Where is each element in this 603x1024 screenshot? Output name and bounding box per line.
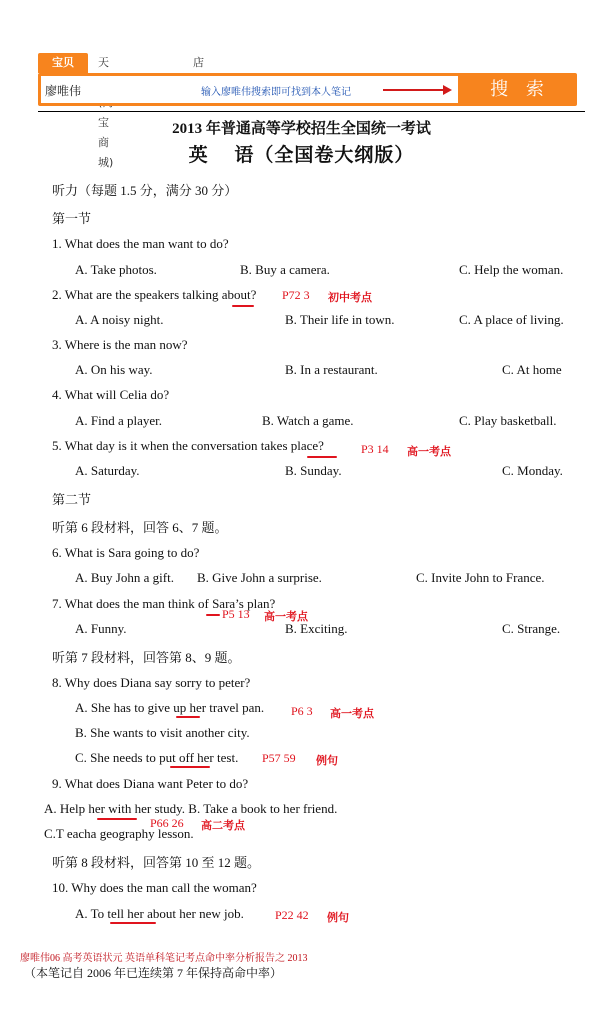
- option: C. Invite John to France.: [416, 570, 545, 585]
- annotation-tag: 高一考点: [330, 707, 374, 720]
- option: A. Find a player.: [75, 413, 163, 428]
- part-heading: 第二节: [52, 492, 92, 507]
- option: B. Buy a camera.: [240, 262, 330, 277]
- question-9: 9. What does Diana want Peter to do?: [52, 776, 249, 791]
- underline-mark: [232, 305, 254, 307]
- underline-mark: [110, 922, 156, 924]
- underline-mark: [307, 456, 337, 458]
- search-query: 廖唯伟: [45, 84, 82, 98]
- option: B. She wants to visit another city.: [75, 725, 250, 740]
- tab-baobei[interactable]: 宝贝: [38, 53, 88, 73]
- tab-shop[interactable]: 店: [193, 56, 204, 69]
- annotation-ref: P72 3: [282, 288, 310, 302]
- option: B. Watch a game.: [262, 413, 354, 428]
- question-8: 8. Why does Diana say sorry to peter?: [52, 675, 251, 690]
- option: A. Take photos.: [75, 262, 157, 277]
- tab-tmall[interactable]: 天 宝商城): [98, 56, 114, 169]
- question-7: 7. What does the man think of Sara’s plan?: [52, 596, 276, 611]
- exam-title: 2013 年普通高等学校招生全国统一考试: [172, 121, 431, 137]
- option: C. Play basketball.: [459, 413, 557, 428]
- annotation-tag: 高一考点: [264, 610, 308, 623]
- material-instruction: 听第 6 段材料，回答 6、7 题。: [52, 520, 228, 535]
- exam-subtitle: 英 语（全国卷大纲版）: [188, 145, 415, 166]
- option: C. Strange.: [502, 621, 561, 636]
- question-5: 5. What day is it when the conversation takes place?: [52, 438, 324, 453]
- question-3: 3. Where is the man now?: [52, 337, 188, 352]
- option: B. Their life in town.: [285, 312, 395, 327]
- option: B. Exciting.: [285, 621, 348, 636]
- option: C. At home: [502, 362, 562, 377]
- option: A. She has to give up her travel pan.: [75, 700, 265, 715]
- option: A. On his way.: [75, 362, 153, 377]
- underline-mark: [97, 818, 137, 820]
- question-4: 4. What will Celia do?: [52, 387, 170, 402]
- option: B. Give John a surprise.: [197, 570, 322, 585]
- part-heading: 第一节: [52, 211, 92, 226]
- divider: [38, 111, 585, 112]
- footer-report: 廖唯伟06 高考英语状元 英语单科笔记考点命中率分析报告之 2013: [20, 953, 308, 964]
- option: A. Buy John a gift.: [75, 570, 174, 585]
- underline-mark: [170, 766, 210, 768]
- underline-mark: [176, 716, 200, 718]
- question-1: 1. What does the man want to do?: [52, 236, 229, 251]
- material-instruction: 听第 8 段材料，回答第 10 至 12 题。: [52, 855, 261, 870]
- annotation-ref: P66 26: [150, 816, 184, 830]
- underline-mark: [206, 614, 220, 616]
- arrow-icon: [383, 89, 445, 91]
- search-button[interactable]: 搜 索: [490, 79, 550, 100]
- option: A. Funny.: [75, 621, 127, 636]
- footer-note: （本笔记自 2006 年已连续第 7 年保持高命中率）: [24, 966, 283, 980]
- search-bar: [38, 73, 577, 106]
- annotation-ref: P6 3: [291, 704, 313, 718]
- arrowhead-icon: [443, 85, 452, 95]
- option: C.T eacha geography lesson.: [44, 826, 194, 841]
- question-6: 6. What is Sara going to do?: [52, 545, 200, 560]
- annotation-tag: 初中考点: [328, 291, 372, 304]
- option: A. Help her with her study. B. Take a book to her friend.: [44, 801, 338, 816]
- annotation-ref: P3 14: [361, 442, 389, 456]
- option: A. A noisy night.: [75, 312, 164, 327]
- question-2: 2. What are the speakers talking about?: [52, 287, 257, 302]
- annotation-ref: P5 13: [222, 607, 250, 621]
- option: B. In a restaurant.: [285, 362, 378, 377]
- annotation-tag: 例句: [316, 754, 338, 767]
- annotation-tag: 例句: [327, 911, 349, 924]
- option: C. Monday.: [502, 463, 563, 478]
- option: A. To tell her about her new job.: [75, 906, 244, 921]
- material-instruction: 听第 7 段材料，回答第 8、9 题。: [52, 650, 241, 665]
- search-input[interactable]: [41, 76, 458, 103]
- annotation-ref: P57 59: [262, 751, 296, 765]
- option: C. Help the woman.: [459, 262, 564, 277]
- section-header: 听力（每题 1.5 分，满分 30 分）: [52, 183, 238, 198]
- annotation-tag: 高二考点: [201, 819, 245, 832]
- search-hint: 输入廖唯伟搜索即可找到本人笔记: [201, 87, 351, 98]
- annotation-tag: 高一考点: [407, 445, 451, 458]
- option: A. Saturday.: [75, 463, 140, 478]
- option: C. She needs to put off her test.: [75, 750, 239, 765]
- question-10: 10. Why does the man call the woman?: [52, 880, 257, 895]
- option: B. Sunday.: [285, 463, 342, 478]
- annotation-ref: P22 42: [275, 908, 309, 922]
- option: C. A place of living.: [459, 312, 564, 327]
